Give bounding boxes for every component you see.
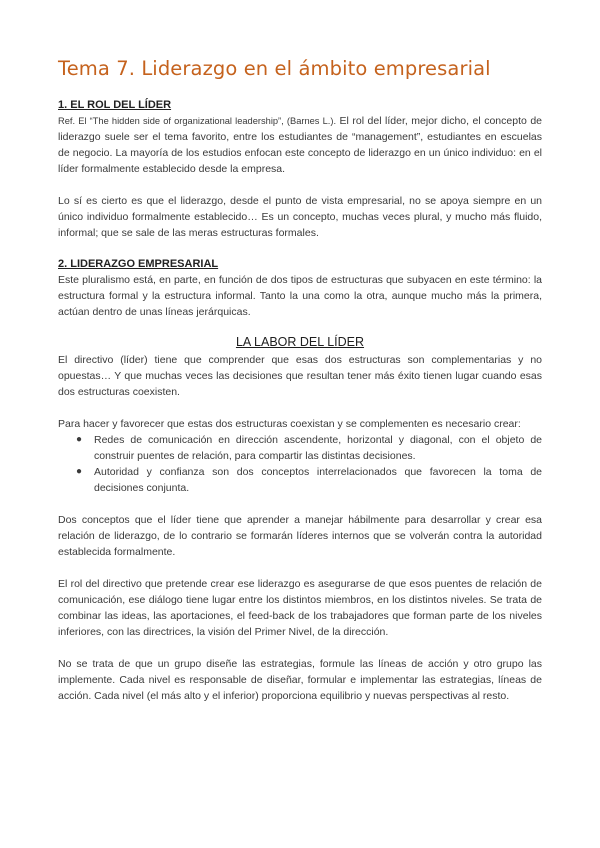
- reference-citation: Ref. El “The hidden side of organizational leadership”, (Barnes L.).: [58, 116, 337, 126]
- page-title: Tema 7. Liderazgo en el ámbito empresarial: [58, 57, 491, 80]
- bullet-list: [58, 432, 542, 496]
- list-item: ● Autoridad y confianza son dos conceptos interrelacionados que favorecen la toma de decisiones conjunta.: [76, 466, 542, 494]
- bullet-icon: ●: [76, 466, 83, 477]
- paragraph-rol-lider-2: Lo sí es cierto es que el liderazgo, desde el punto de vista empresarial, no se apoya siempre en un único individuo formalmente establecido… Es un concepto, muchas veces plural, y mucho más fluido, informal; que se sale de las meras estructuras formales.: [58, 195, 542, 239]
- section-heading-liderazgo-empresarial: 2. LIDERAZGO EMPRESARIAL: [58, 258, 219, 270]
- paragraph-labor-5: No se trata de que un grupo diseñe las estrategias, formule las líneas de acción y otro grupo las implemente. Cada nivel es responsable de diseñar, formular e implementar las estrategias, líneas de acción. Cada nivel (el más alto y el inferior) proporciona equilibrio y nuevas perspectivas al resto.: [58, 658, 542, 702]
- paragraph-labor-4: El rol del directivo que pretende crear ese liderazgo es asegurarse de que esos puentes de relación de comunicación, ese diálogo tiene lugar entre los distintos miembros, en los distintos niveles. Se trata de combinar las ideas, las aportaciones, el feed-back de los trabajadores que forman parte de los niveles inferiores, con las directrices, la visión del Primer Nivel, de la dirección.: [58, 578, 542, 638]
- paragraph-liderazgo-empresarial: Este pluralismo está, en parte, en función de dos tipos de estructuras que subyacen en este término: la estructura formal y la estructura informal. Tanto la una como la otra, aunque mucho más la primera, actúan dentro de unas líneas jerárquicas.: [58, 274, 542, 318]
- paragraph-rol-lider-1: [58, 113, 542, 177]
- paragraph-labor-1: El directivo (líder) tiene que comprender que esas dos estructuras son complementarias y no opuestas… Y que muchas veces las decisiones que resultan tener más éxito tienen lugar cuando esas dos estructuras coexisten.: [58, 354, 542, 398]
- paragraph-labor-2: Para hacer y favorecer que estas dos estructuras coexistan y se complementen es necesario crear:: [58, 418, 521, 430]
- paragraph-labor-3: Dos conceptos que el líder tiene que aprender a manejar hábilmente para desarrollar y crear esa relación de liderazgo, de lo contrario se formarán líderes internos que se volverán contra la autoridad establecida formalmente.: [58, 514, 542, 558]
- bullet-icon: ●: [76, 434, 83, 445]
- section-heading-rol-lider: 1. EL ROL DEL LÍDER: [58, 99, 172, 111]
- list-item: ● Redes de comunicación en dirección ascendente, horizontal y diagonal, con el objeto de construir puentes de relación, para compartir las distintas decisiones.: [76, 434, 542, 462]
- paragraph-text: El rol del líder, mejor dicho, el concepto de liderazgo suele ser el tema favorito, entre los estudiantes de “management”, estudiantes en escuelas de negocio. La mayoría de los estudios enfocan este concepto de liderazgo en un único individuo: en el líder formalmente establecido desde la empresa.: [58, 115, 543, 175]
- section-heading-labor-lider: LA LABOR DEL LÍDER: [235, 335, 365, 349]
